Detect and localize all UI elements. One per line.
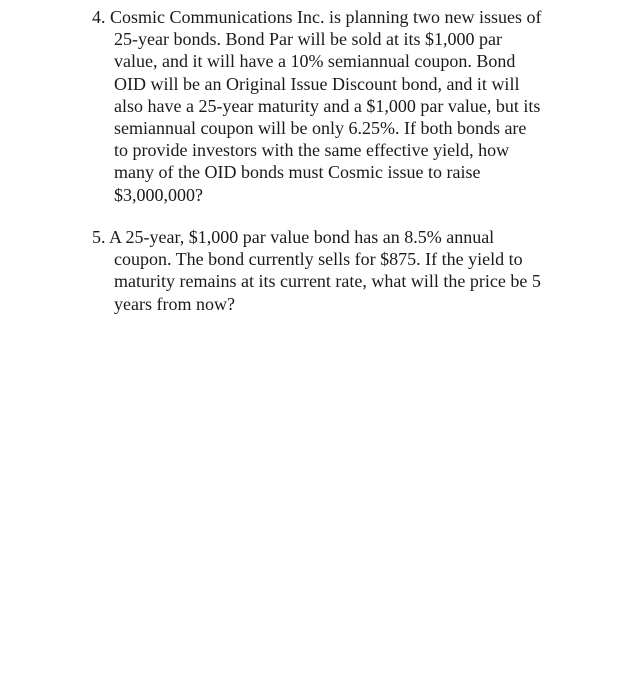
- problem-5-line-1: 5. A 25-year, $1,000 par value bond has an 8.5% annual: [92, 227, 495, 247]
- problem-4-line-9: $3,000,000?: [114, 184, 203, 205]
- problem-5-line-4: years from now?: [114, 293, 235, 314]
- problem-4-line-8: many of the OID bonds must Cosmic issue to raise: [114, 162, 481, 183]
- problem-4-line-1: 4. Cosmic Communications Inc. is planning two new issues of: [92, 7, 542, 27]
- problem-4-line-7: to provide investors with the same effective yield, how: [114, 140, 510, 161]
- problem-4-line-3: value, and it will have a 10% semiannual coupon. Bond: [114, 51, 516, 72]
- problem-4-line-5: also have a 25-year maturity and a $1,000 par value, but its: [114, 95, 541, 116]
- problem-4-line-4: OID will be an Original Issue Discount bond, and it will: [114, 73, 520, 94]
- problem-4-line-2: 25-year bonds. Bond Par will be sold at its $1,000 par: [114, 29, 502, 50]
- problem-4-line-6: semiannual coupon will be only 6.25%. If both bonds are: [114, 118, 527, 139]
- problem-4: [92, 6, 582, 206]
- problem-5-line-3: maturity remains at its current rate, what will the price be 5: [114, 271, 541, 292]
- problem-5-line-2: coupon. The bond currently sells for $875. If the yield to: [114, 249, 523, 270]
- problem-5: [92, 226, 582, 315]
